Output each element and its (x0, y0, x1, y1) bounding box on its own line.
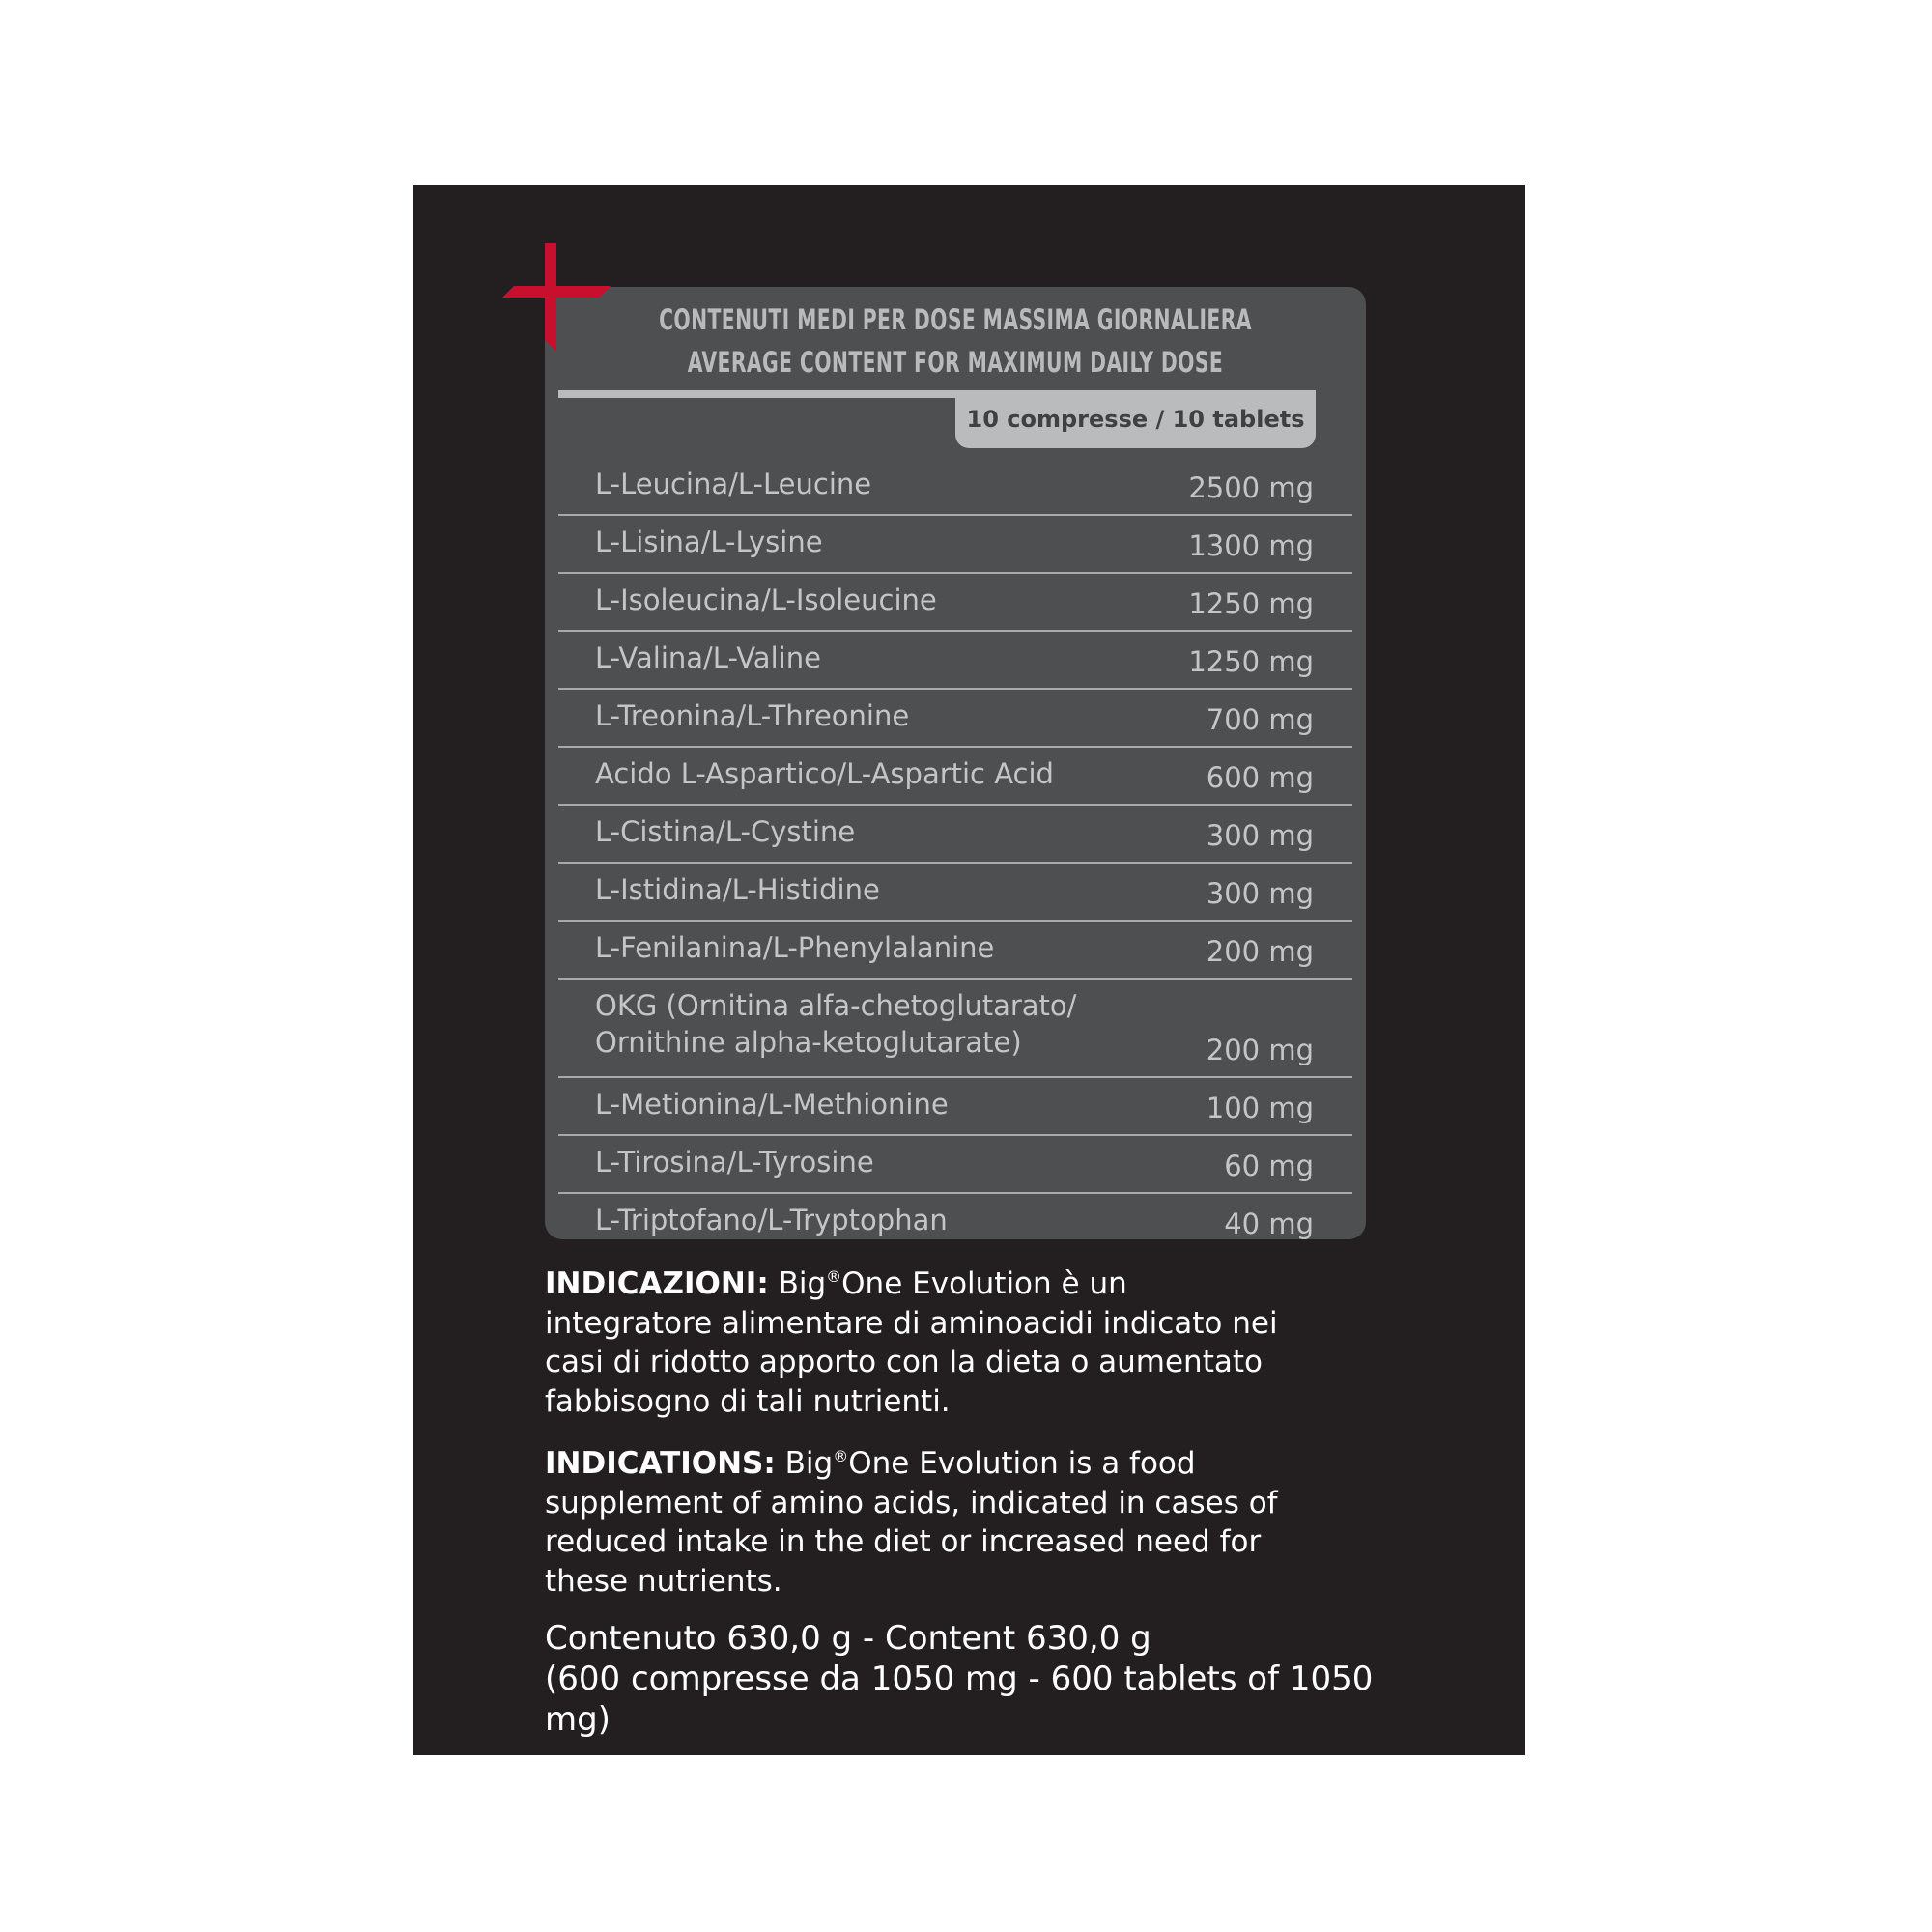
ingredient-amount: 40 mg (1224, 1208, 1314, 1239)
indications-it-lead: INDICAZIONI: (545, 1266, 769, 1301)
nutrition-table (545, 287, 1366, 1239)
ingredient-name: L-Cistina/L-Cystine (595, 815, 856, 848)
ingredient-name: L-Leucina/L-Leucine (595, 468, 872, 500)
registered-mark: ® (833, 1447, 849, 1465)
table-row (558, 1194, 1352, 1239)
ingredient-name: L-Valina/L-Valine (595, 641, 821, 674)
table-row (558, 1078, 1352, 1136)
table-row (558, 806, 1352, 864)
ingredient-name: L-Isoleucina/L-Isoleucine (595, 583, 937, 616)
table-row (558, 980, 1352, 1078)
ingredient-name: OKG (Ornitina alfa-chetoglutarato/ Ornithine alpha-ketoglutarate) (595, 989, 1077, 1059)
table-row (558, 574, 1352, 632)
table-row (558, 458, 1352, 516)
ingredient-name: L-Triptofano/L-Tryptophan (595, 1204, 948, 1236)
net-content-tablets: (600 compresse da 1050 mg - 600 tablets of 1050 mg) (545, 1660, 1374, 1739)
table-row (558, 748, 1352, 806)
table-title-it: CONTENUTI MEDI PER DOSE MASSIMA GIORNALIERA (659, 303, 1252, 336)
ingredient-amount: 200 mg (1206, 1034, 1314, 1066)
ingredient-amount: 300 mg (1206, 877, 1314, 910)
table-row (558, 1136, 1352, 1194)
table-row (558, 864, 1352, 922)
ingredient-name: L-Metionina/L-Methionine (595, 1088, 949, 1121)
ingredient-amount: 100 mg (1206, 1092, 1314, 1124)
ingredient-amount: 1300 mg (1188, 529, 1314, 562)
table-title-en: AVERAGE CONTENT FOR MAXIMUM DAILY DOSE (687, 346, 1224, 379)
ingredient-name: L-Fenilanina/L-Phenylalanine (595, 931, 995, 964)
ingredient-name: L-Lisina/L-Lysine (595, 526, 823, 558)
brand-name: Big (784, 1446, 834, 1481)
table-title (636, 298, 1276, 384)
ingredient-name: Acido L-Aspartico/L-Aspartic Acid (595, 757, 1054, 790)
net-content (545, 1618, 1434, 1740)
ingredient-amount: 300 mg (1206, 819, 1314, 852)
brand-name: Big (778, 1266, 827, 1301)
indications-it-body: One Evolution è un integratore alimentare di aminoacidi indicato nei casi di ridotto apporto con la dieta o aumentato fabbisogno di tali nutrienti. (545, 1266, 1278, 1419)
table-row (558, 516, 1352, 574)
indications-it (545, 1264, 1279, 1421)
indications-en-body: One Evolution is a food supplement of amino acids, indicated in cases of reduced intake in the diet or increased need for these nutrients. (545, 1446, 1278, 1599)
table-row (558, 632, 1352, 690)
indications-en (545, 1444, 1279, 1601)
ingredient-amount: 1250 mg (1188, 587, 1314, 620)
red-cross-icon (502, 243, 611, 352)
table-row (558, 922, 1352, 980)
indications-en-lead: INDICATIONS: (545, 1446, 776, 1481)
ingredient-rows (558, 458, 1352, 1239)
net-content-weight: Contenuto 630,0 g - Content 630,0 g (545, 1619, 1151, 1658)
ingredient-name: L-Tirosina/L-Tyrosine (595, 1146, 874, 1179)
ingredient-amount: 2500 mg (1188, 471, 1314, 504)
ingredient-amount: 700 mg (1206, 703, 1314, 736)
ingredient-amount: 200 mg (1206, 935, 1314, 968)
dose-header: 10 compresse / 10 tablets (955, 390, 1316, 448)
ingredient-amount: 60 mg (1224, 1150, 1314, 1182)
table-row (558, 690, 1352, 748)
ingredient-amount: 1250 mg (1188, 645, 1314, 678)
ingredient-name: L-Treonina/L-Threonine (595, 699, 910, 732)
ingredient-amount: 600 mg (1206, 761, 1314, 794)
registered-mark: ® (826, 1267, 842, 1286)
ingredient-name: L-Istidina/L-Histidine (595, 873, 880, 906)
